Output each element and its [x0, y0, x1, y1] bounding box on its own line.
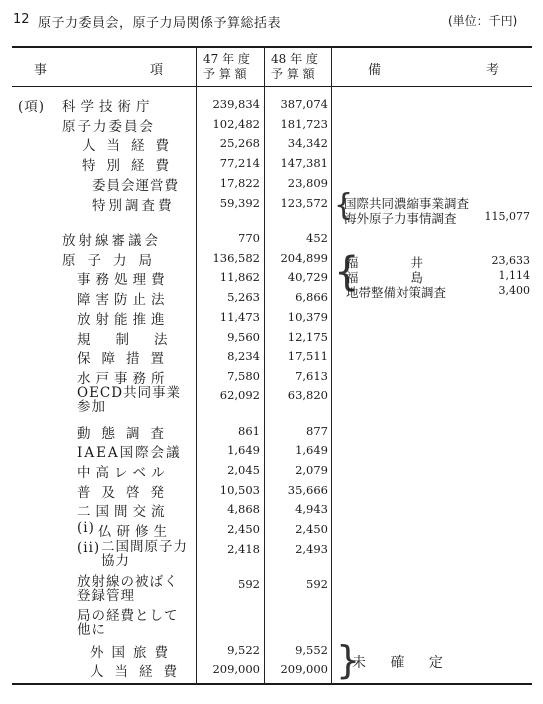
row-label: 特別経費: [82, 158, 180, 174]
top-rule: [12, 46, 532, 48]
value-48: 204,899: [280, 251, 328, 265]
row-label: 規制法: [77, 332, 193, 348]
row-label: 保障措置: [77, 351, 175, 367]
row-label: 二国間交流: [77, 504, 170, 520]
table-row: [0, 481, 543, 501]
table-row: [0, 95, 543, 115]
table-row: [0, 115, 543, 135]
value-47: 77,214: [219, 156, 260, 170]
row-label: 動態調査: [77, 426, 175, 442]
value-47: 102,482: [212, 117, 260, 131]
value-47: 770: [238, 231, 260, 245]
value-48: 2,493: [295, 542, 328, 556]
header-col48-line2: 予 算 額: [271, 67, 315, 81]
value-48: 6,866: [295, 290, 328, 304]
row-label: 水戸事務所: [77, 371, 170, 387]
value-47: 8,234: [227, 349, 260, 363]
row-prefix: (項): [18, 99, 46, 115]
table-row: [0, 660, 543, 680]
table-row: [0, 540, 543, 574]
row-label: 放射線審議会: [62, 233, 161, 249]
value-48: 123,572: [280, 196, 328, 210]
table-row: [0, 422, 543, 442]
row-label: 二国間原子力協力: [101, 539, 188, 569]
table-row: [0, 609, 543, 643]
value-47: 62,092: [219, 388, 260, 402]
row-label: 中高レベル: [77, 465, 170, 481]
row-label: 仏研修生: [98, 524, 172, 540]
value-48: 9,552: [295, 643, 328, 657]
remark-brace: }: [336, 638, 361, 682]
row-label: OECD共同事業参加: [77, 385, 182, 415]
value-48: 40,729: [287, 270, 328, 284]
value-47: 59,392: [219, 196, 260, 210]
row-label: 人当経費: [82, 138, 180, 154]
value-47: 209,000: [212, 662, 260, 676]
value-47: 25,268: [219, 136, 260, 150]
header-remarks-left: 備: [368, 63, 382, 78]
value-47: 1,649: [227, 443, 260, 457]
value-48: 63,820: [287, 388, 328, 402]
value-48: 592: [306, 577, 328, 591]
bottom-rule: [12, 683, 532, 685]
value-48: 12,175: [287, 330, 328, 344]
row-prefix: (i): [77, 520, 95, 536]
table-row: [0, 154, 543, 174]
value-47: 11,862: [219, 270, 260, 284]
table-row: [0, 174, 543, 194]
table-number: 12: [13, 12, 30, 27]
remark-bureau-line2-value: 1,114: [498, 269, 530, 282]
value-47: 136,582: [212, 251, 260, 265]
value-47: 592: [238, 577, 260, 591]
value-47: 239,834: [212, 97, 260, 111]
value-48: 2,450: [295, 522, 328, 536]
header-item-left: 事: [34, 63, 48, 78]
remark-special-survey-line2: 海外原子力事情調査: [344, 211, 457, 226]
remark-brace: {: [334, 249, 360, 295]
table-row: [0, 328, 543, 348]
value-48: 4,943: [295, 502, 328, 516]
row-label: 委員会運営費: [92, 178, 179, 194]
table-row: [0, 500, 543, 520]
value-48: 387,074: [280, 97, 328, 111]
row-label: 科学技術庁: [62, 99, 155, 115]
header-rule: [12, 86, 532, 87]
value-47: 17,822: [219, 176, 260, 190]
remark-bureau-line1: 福 井: [346, 255, 447, 270]
value-47: 5,263: [227, 290, 260, 304]
title-row: [0, 12, 543, 32]
row-prefix: (ii): [77, 540, 101, 556]
value-47: 7,580: [227, 369, 260, 383]
table-row: [0, 575, 543, 609]
value-48: 17,511: [287, 349, 328, 363]
row-label: 局の経費として他に: [77, 608, 179, 638]
row-label: 放射能推進: [77, 312, 170, 328]
remark-special-survey-value: 115,077: [484, 210, 530, 223]
remark-bureau-line2: 福 島: [346, 270, 447, 285]
table-row: [0, 461, 543, 481]
value-47: 9,560: [227, 330, 260, 344]
remark-special-survey-line1: 国際共同濃縮事業調査: [344, 196, 470, 211]
value-48: 2,079: [295, 463, 328, 477]
value-47: 9,522: [227, 643, 260, 657]
value-47: 11,473: [219, 310, 260, 324]
header-col48-line1: 48 年 度: [271, 52, 318, 66]
table-row: [0, 441, 543, 461]
value-48: 147,381: [280, 156, 328, 170]
table-row: [0, 308, 543, 328]
row-label: 外国旅費: [90, 645, 176, 661]
header-col47-line2: 予 算 額: [203, 67, 247, 81]
remark-brace: {: [334, 188, 354, 223]
remark-bureau-line3: 地帯整備対策調査: [346, 285, 447, 300]
table-row: [0, 268, 543, 288]
table-row: [0, 249, 543, 269]
header-remarks-right: 考: [486, 63, 500, 78]
table-row: [0, 641, 543, 661]
table-row: [0, 229, 543, 249]
header-item-right: 項: [150, 63, 164, 78]
table-row: [0, 367, 543, 387]
row-label: IAEA国際会議: [77, 445, 182, 461]
value-48: 7,613: [295, 369, 328, 383]
remark-undetermined: 未 確 定: [352, 655, 453, 671]
value-48: 10,379: [287, 310, 328, 324]
header-col47-line1: 47 年 度: [203, 52, 250, 66]
table-row: [0, 288, 543, 308]
row-label: 障害防止法: [77, 292, 170, 308]
value-47: 4,868: [227, 502, 260, 516]
row-label: 原子力局: [62, 253, 164, 269]
row-label: 特別調査費: [92, 198, 175, 214]
value-48: 23,809: [287, 176, 328, 190]
value-48: 877: [306, 424, 328, 438]
value-48: 181,723: [280, 117, 328, 131]
value-48: 35,666: [287, 483, 328, 497]
value-47: 10,503: [219, 483, 260, 497]
table-row: [0, 386, 543, 420]
value-47: 2,450: [227, 522, 260, 536]
value-48: 452: [306, 231, 328, 245]
table-row: [0, 134, 543, 154]
remark-bureau-line3-value: 3,400: [498, 284, 530, 297]
unit-label: (単位：千円): [448, 14, 518, 28]
value-47: 2,045: [227, 463, 260, 477]
table-row: [0, 347, 543, 367]
value-48: 1,649: [295, 443, 328, 457]
value-47: 861: [238, 424, 260, 438]
value-47: 2,418: [227, 542, 260, 556]
row-label: 原子力委員会: [62, 119, 155, 135]
remark-bureau-line1-value: 23,633: [491, 254, 530, 267]
value-48: 34,342: [287, 136, 328, 150]
table-row: [0, 520, 543, 540]
row-label: 人当経費: [90, 664, 188, 680]
page-title: 原子力委員会，原子力局関係予算総括表: [38, 16, 282, 31]
row-label: 普及啓発: [77, 485, 175, 501]
row-label: 事務処理費: [77, 272, 170, 288]
value-48: 209,000: [280, 662, 328, 676]
row-label: 放射線の被ばく登録管理: [77, 574, 179, 604]
